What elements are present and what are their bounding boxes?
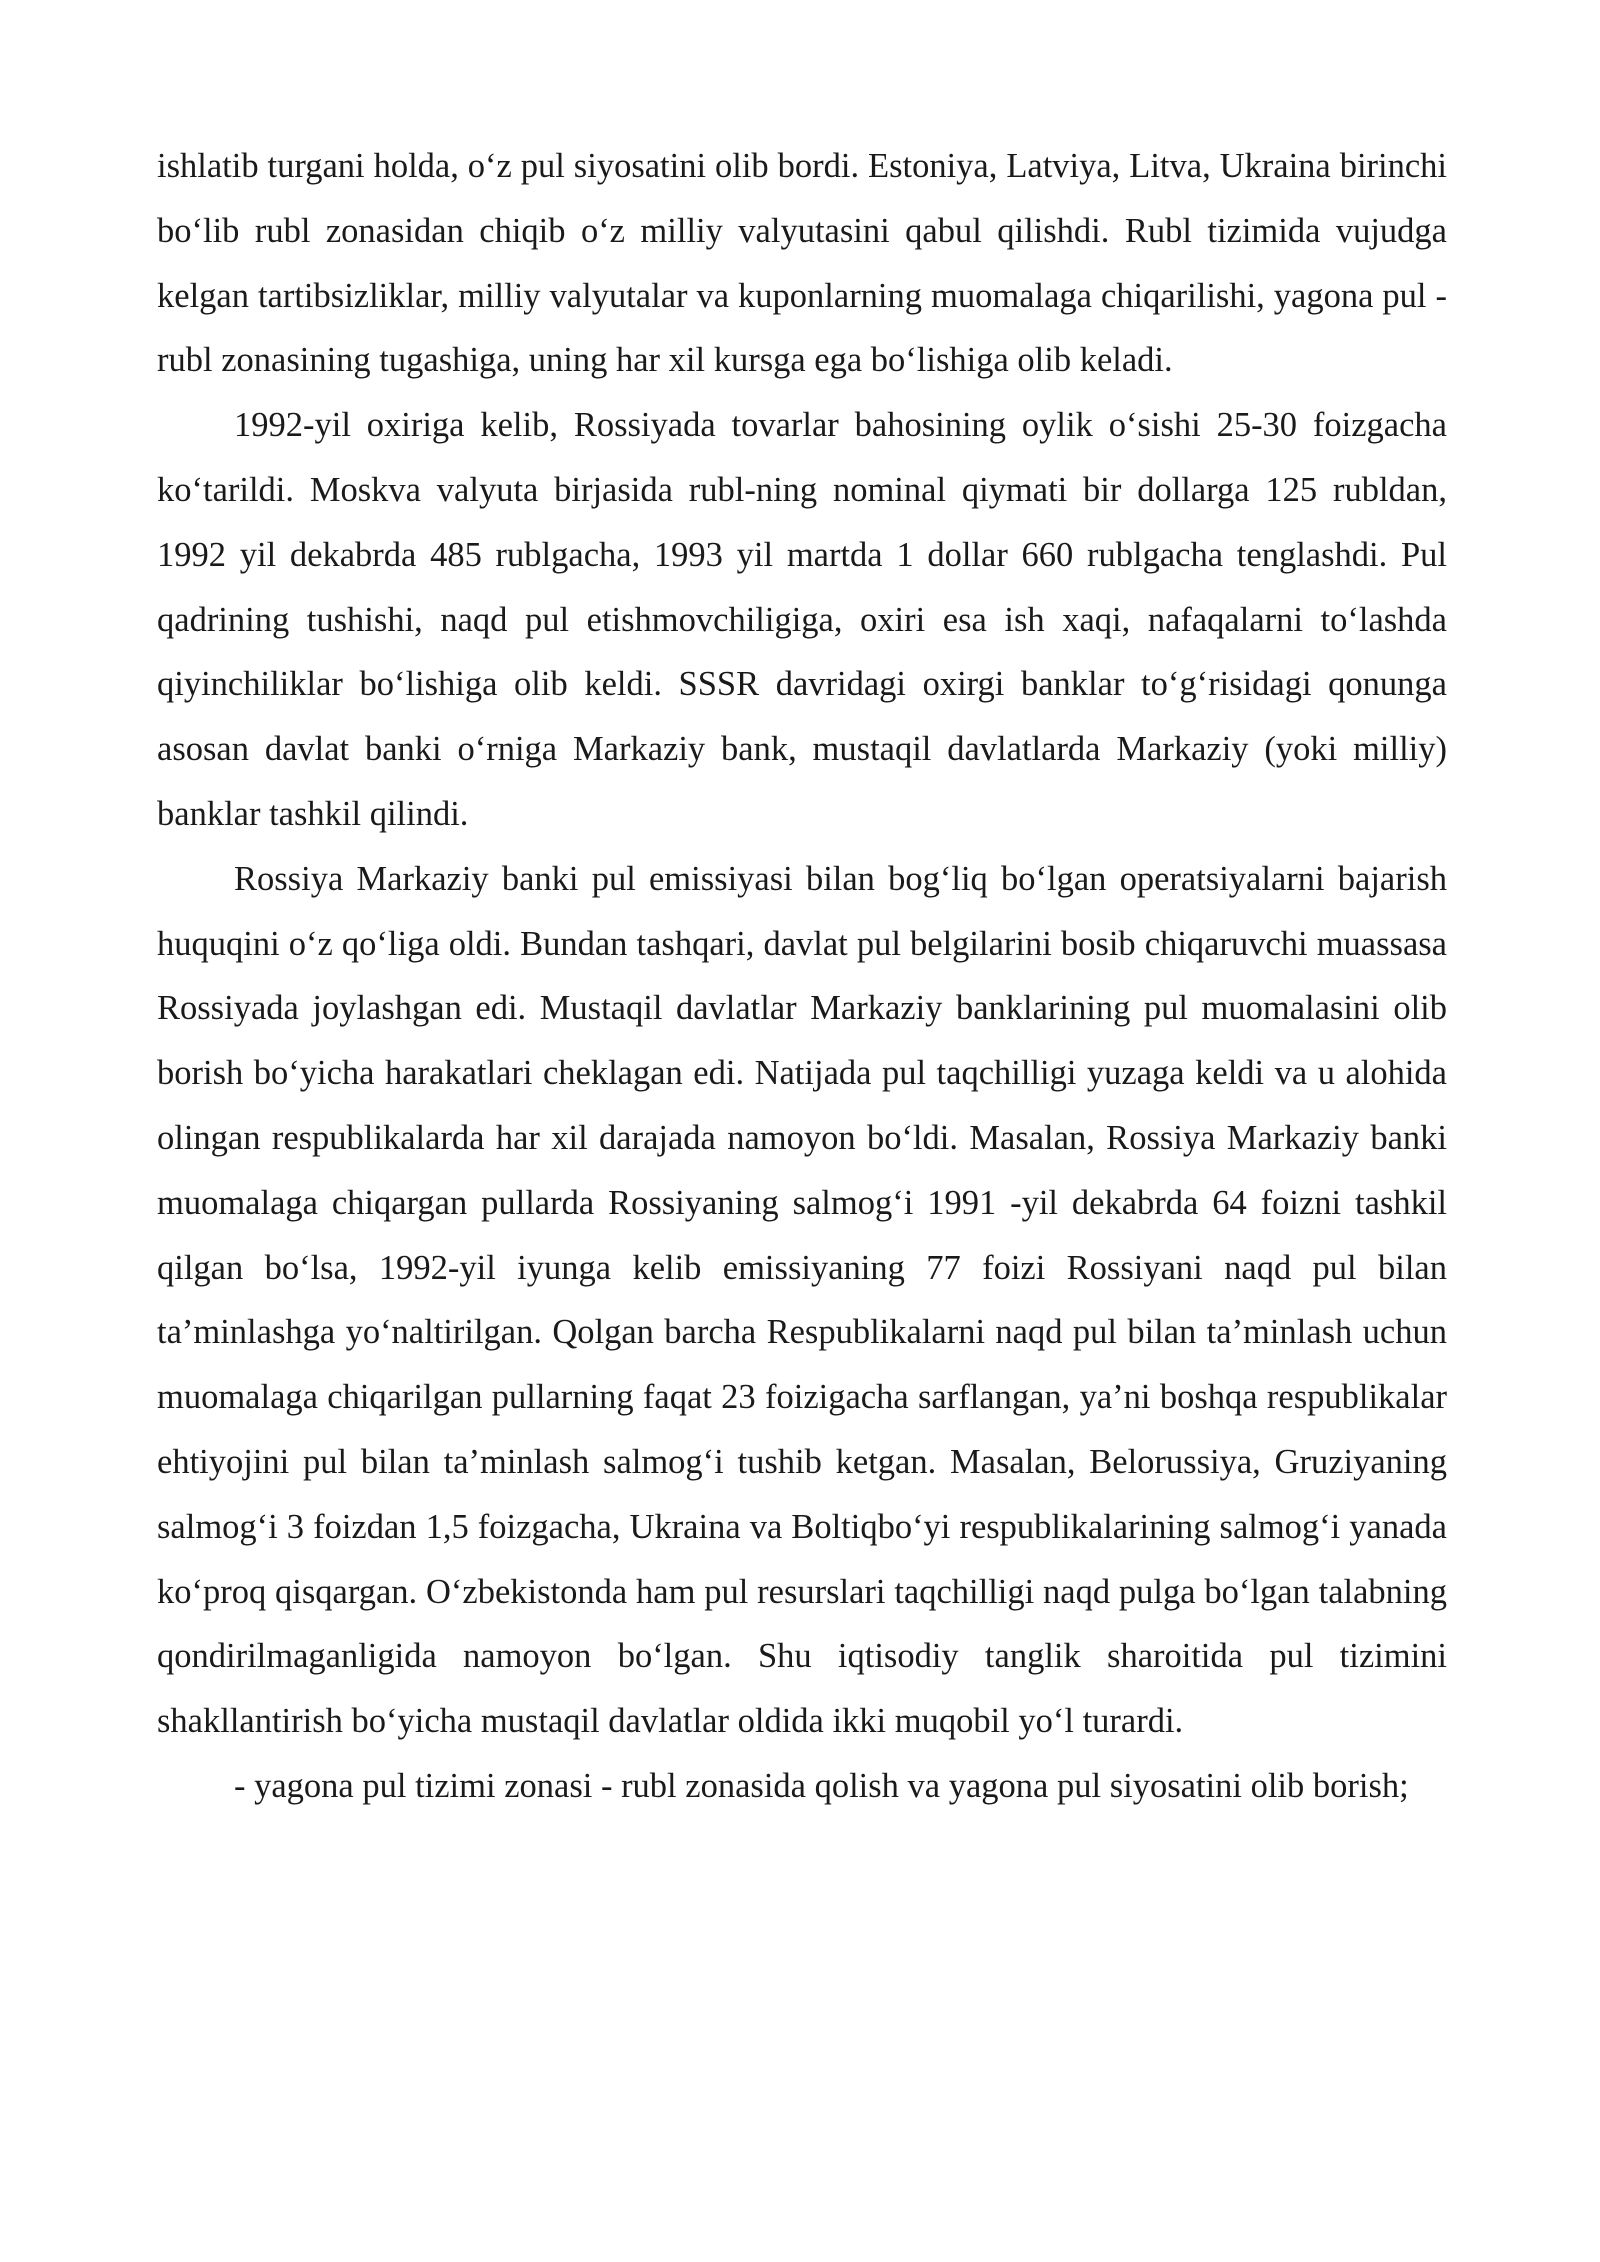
paragraph-continuation: ishlatib turgani holda, o‘z pul siyosatini olib bordi. Estoniya, Latviya, Litva, Ukraina birinchi bo‘lib rubl zonasidan chiqib o‘z milliy valyutasini qabul qilishdi. Rubl tizimida vujudga kelgan tartibsizliklar, milliy valyutalar va kuponlarning muomalaga chiqarilishi, yagona pul - rubl zonasining tugashiga, uning har xil kursga ega bo‘lishiga olib keladi. xyxy=(157,147,1447,380)
paragraph-price-growth: 1992-yil oxiriga kelib, Rossiyada tovarlar bahosining oylik o‘sishi 25-30 foizgacha ko‘tarildi. Moskva valyuta birjasida rubl-ning nominal qiymati bir dollarga 125 rubldan, 1992 yil dekabrda 485 rublgacha, 1993 yil martda 1 dollar 660 rublgacha tenglashdi. Pul qadrining tushishi, naqd pul etishmovchiligiga, oxiri esa ish xaqi, nafaqalarni to‘lashda qiyinchiliklar bo‘lishiga olib keldi. SSSR davridagi oxirgi banklar to‘g‘risidagi qonunga asosan davlat banki o‘rniga Markaziy bank, mustaqil davlatlarda Markaziy (yoki milliy) banklar tashkil qilindi. xyxy=(157,406,1447,833)
document-body xyxy=(157,134,1447,1819)
paragraph-list-item: - yagona pul tizimi zonasi - rubl zonasida qolish va yagona pul siyosatini olib borish; xyxy=(234,1766,1409,1805)
paragraph-central-bank: Rossiya Markaziy banki pul emissiyasi bilan bog‘liq bo‘lgan operatsiyalarni bajarish huquqini o‘z qo‘liga oldi. Bundan tashqari, davlat pul belgilarini bosib chiqaruvchi muassasa Rossiyada joylashgan edi. Mustaqil davlatlar Markaziy banklarining pul muomalasini olib borish bo‘yicha harakatlari cheklagan edi. Natijada pul taqchilligi yuzaga keldi va u alohida olingan respublikalarda har xil darajada namoyon bo‘ldi. Masalan, Rossiya Markaziy banki muomalaga chiqargan pullarda Rossiyaning salmog‘i 1991 -yil dekabrda 64 foizni tashkil qilgan bo‘lsa, 1992-yil iyunga kelib emissiyaning 77 foizi Rossiyani naqd pul bilan ta’minlashga yo‘naltirilgan. Qolgan barcha Respublikalarni naqd pul bilan ta’minlash uchun muomalaga chiqarilgan pullarning faqat 23 foizigacha sarflangan, ya’ni boshqa respublikalar ehtiyojini pul bilan ta’minlash salmog‘i tushib ketgan. Masalan, Belorussiya, Gruziyaning salmog‘i 3 foizdan 1,5 foizgacha, Ukraina va Boltiqbo‘yi respublikalarining salmog‘i yanada ko‘proq qisqargan. O‘zbekistonda ham pul resurslari taqchilligi naqd pulga bo‘lgan talabning qondirilmaganligida namoyon bo‘lgan. Shu iqtisodiy tanglik sharoitida pul tizimini shakllantirish bo‘yicha mustaqil davlatlar oldida ikki muqobil yo‘l turardi. xyxy=(157,859,1447,1741)
